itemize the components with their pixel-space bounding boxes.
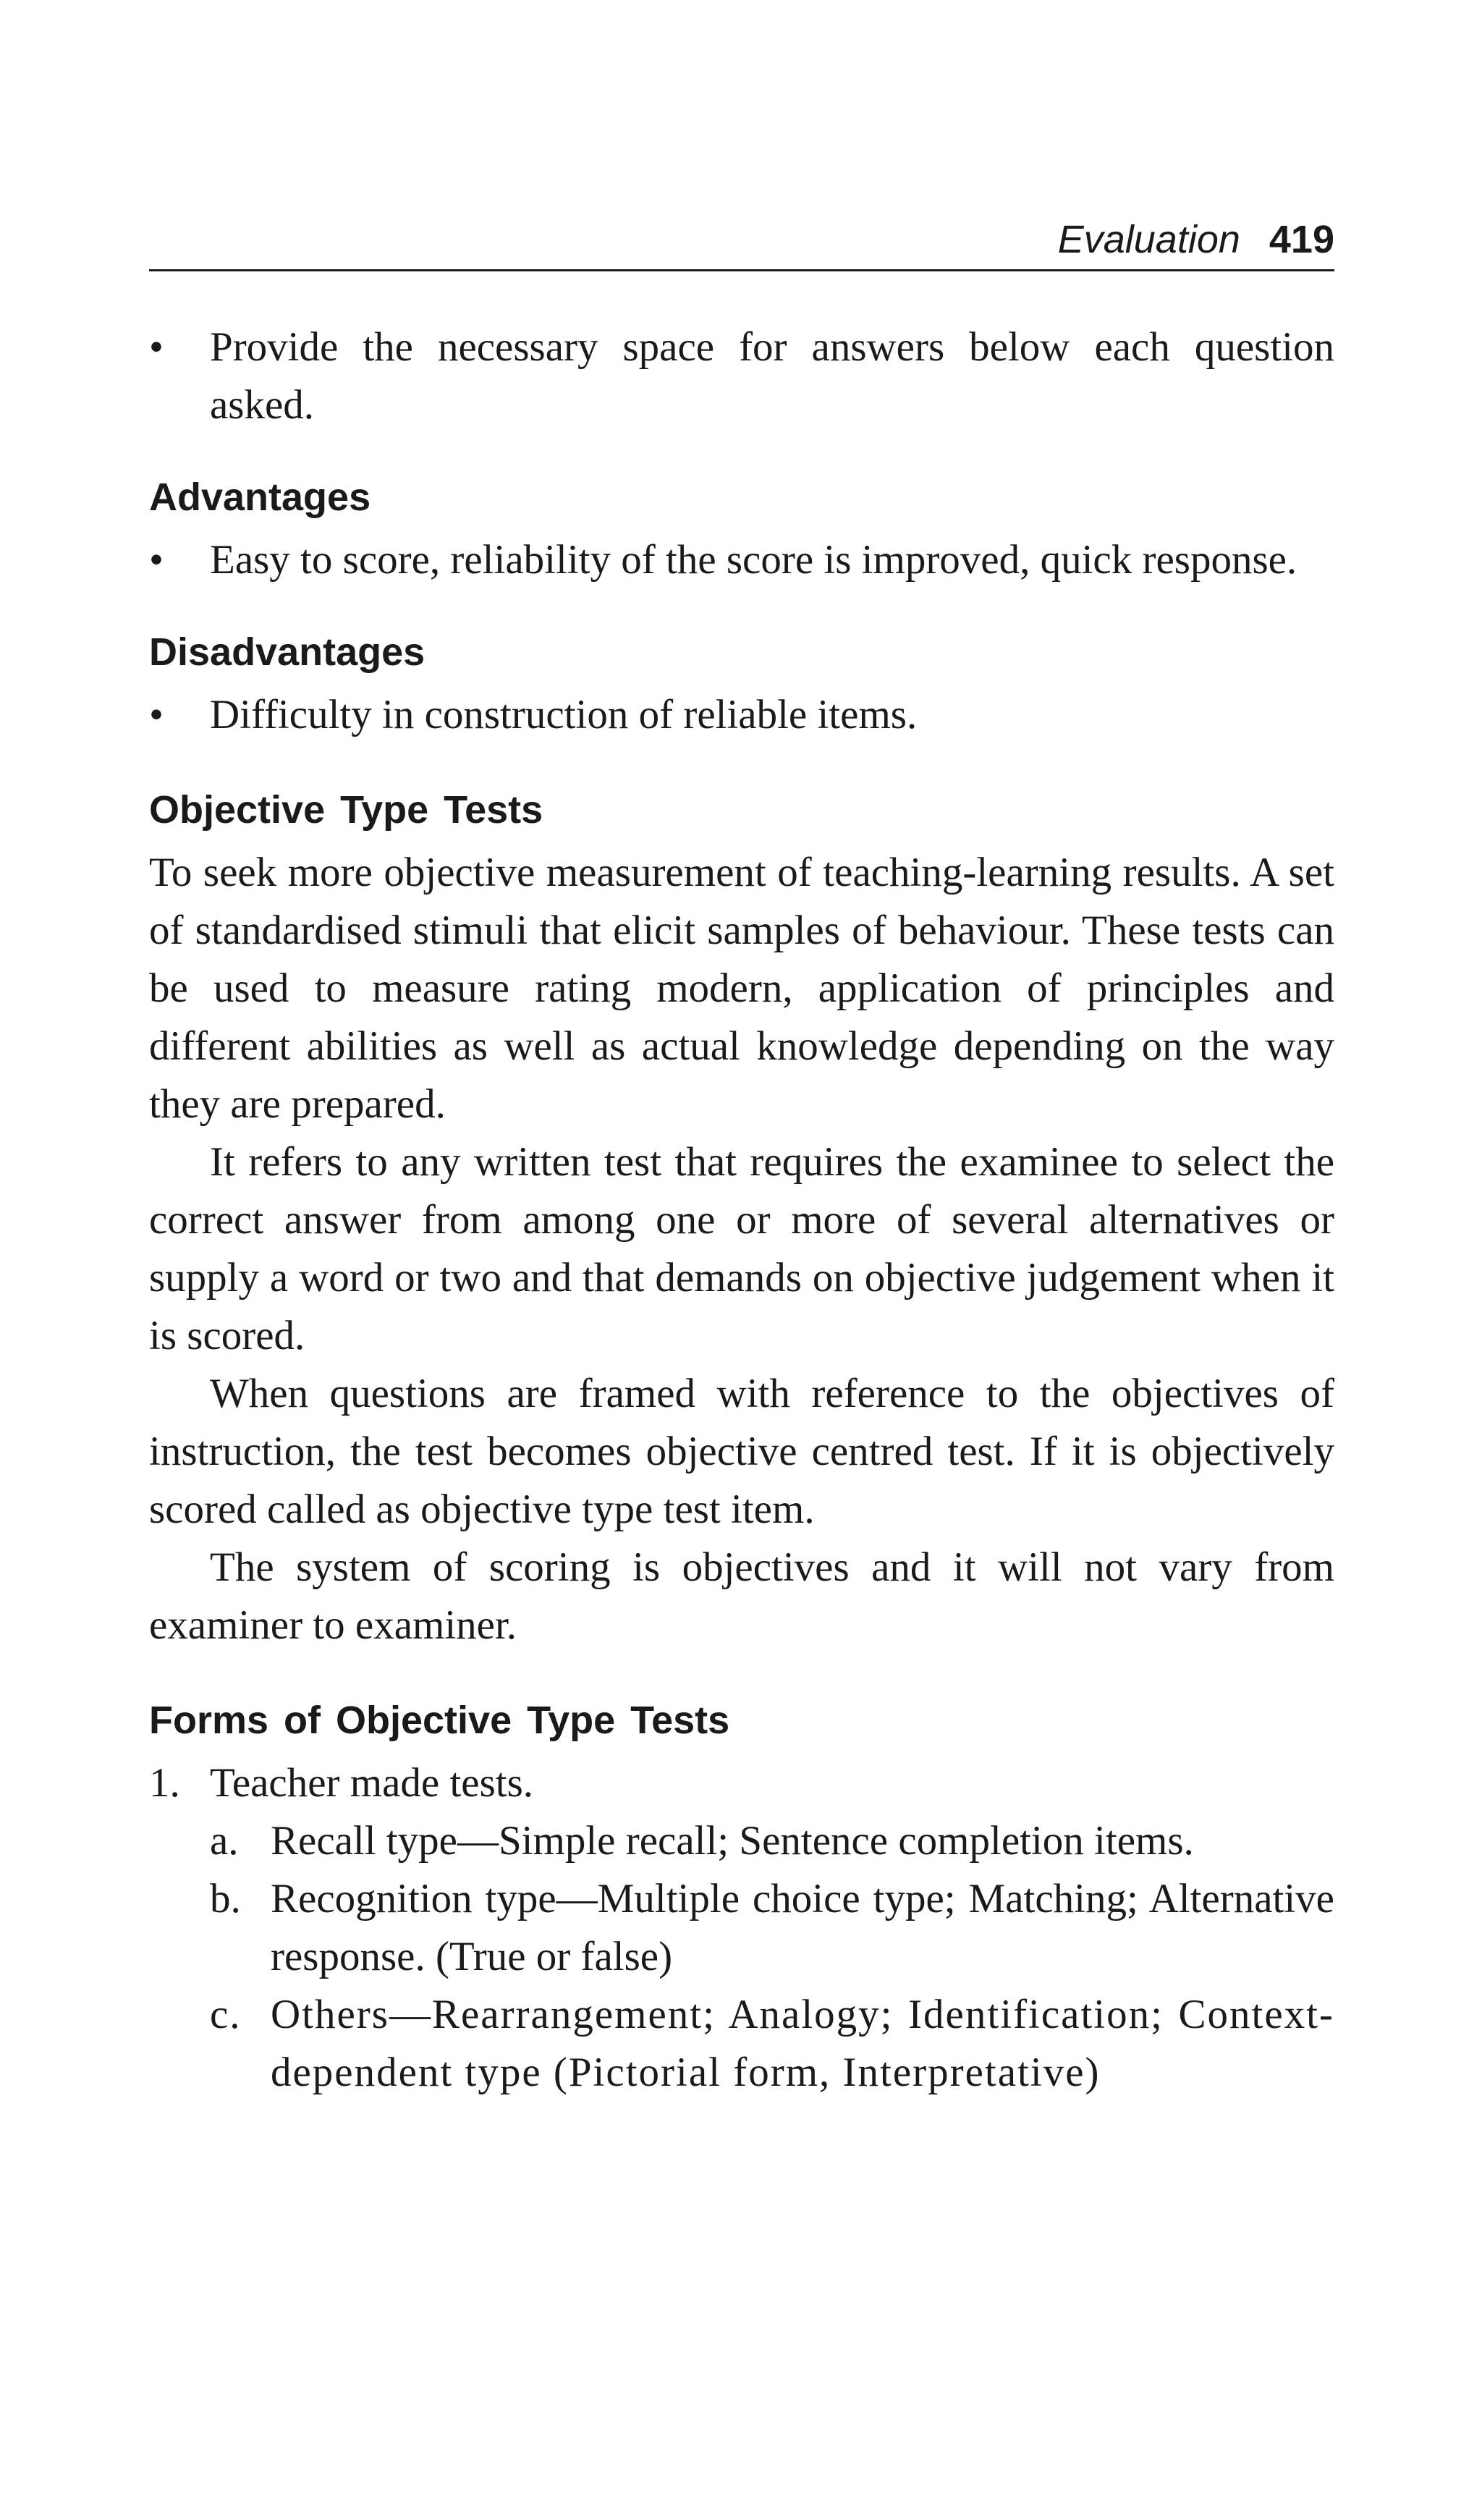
bullet-icon: • [149,324,164,370]
paragraph: When questions are framed with reference to the objectives of instruction, the test becomes objective centred test. If it is objectively scored called as objective type test item. [149,1371,1334,1532]
paragraph: The system of scoring is objectives and it will not vary from examiner to examiner. [149,1544,1334,1648]
item-number: 1. [149,1760,180,1806]
sub-item [149,1812,1334,1870]
forms-heading: Forms of Objective Type Tests [149,1699,730,1742]
sub-item [149,1870,1334,1986]
sub-item-text: Recall type—Simple recall; Sentence completion items. [271,1818,1194,1864]
bullet-text: Difficulty in construction of reliable items. [210,692,918,737]
sub-item [149,1986,1334,2102]
paragraph: To seek more objective measurement of teaching-learning results. A set of standardised stimuli that elicit samples of behaviour. These tests can be used to measure rating modern, application of principles and different abilities as well as actual knowledge depending on the way they are prepared. [149,850,1334,1127]
running-header [1058,214,1334,265]
header-rule [149,269,1334,271]
paragraph: It refers to any written test that requires the examinee to select the correct answer from among one or more of several alternatives or supply a word or two and that demands on objective judgement when it is scored. [149,1139,1334,1358]
bullet-item [149,318,1334,434]
item-text: Teacher made tests. [210,1760,534,1806]
disadvantages-heading: Disadvantages [149,630,425,674]
bullet-item [149,531,1334,589]
sub-item-letter: b. [210,1876,241,1921]
sub-item-letter: a. [210,1818,239,1864]
page-content [149,318,1334,2102]
sub-item-text: Others—Rearrangement; Analogy; Identification; Context-dependent type (Pictorial form, Interpretative) [271,1992,1334,2095]
sub-item-letter: c. [210,1992,242,2037]
bullet-text: Provide the necessary space for answers below each question asked. [210,324,1334,428]
objective-tests-heading: Objective Type Tests [149,788,543,832]
advantages-heading: Advantages [149,475,371,519]
bullet-icon: • [149,537,164,583]
bullet-icon: • [149,692,164,737]
numbered-item [149,1754,1334,1812]
sub-item-text: Recognition type—Multiple choice type; Matching; Alternative response. (True or false) [271,1876,1334,1979]
page-number: 419 [1269,218,1334,261]
bullet-item [149,686,1334,744]
section-title: Evaluation [1057,218,1240,261]
bullet-text: Easy to score, reliability of the score is improved, quick response. [210,537,1297,583]
